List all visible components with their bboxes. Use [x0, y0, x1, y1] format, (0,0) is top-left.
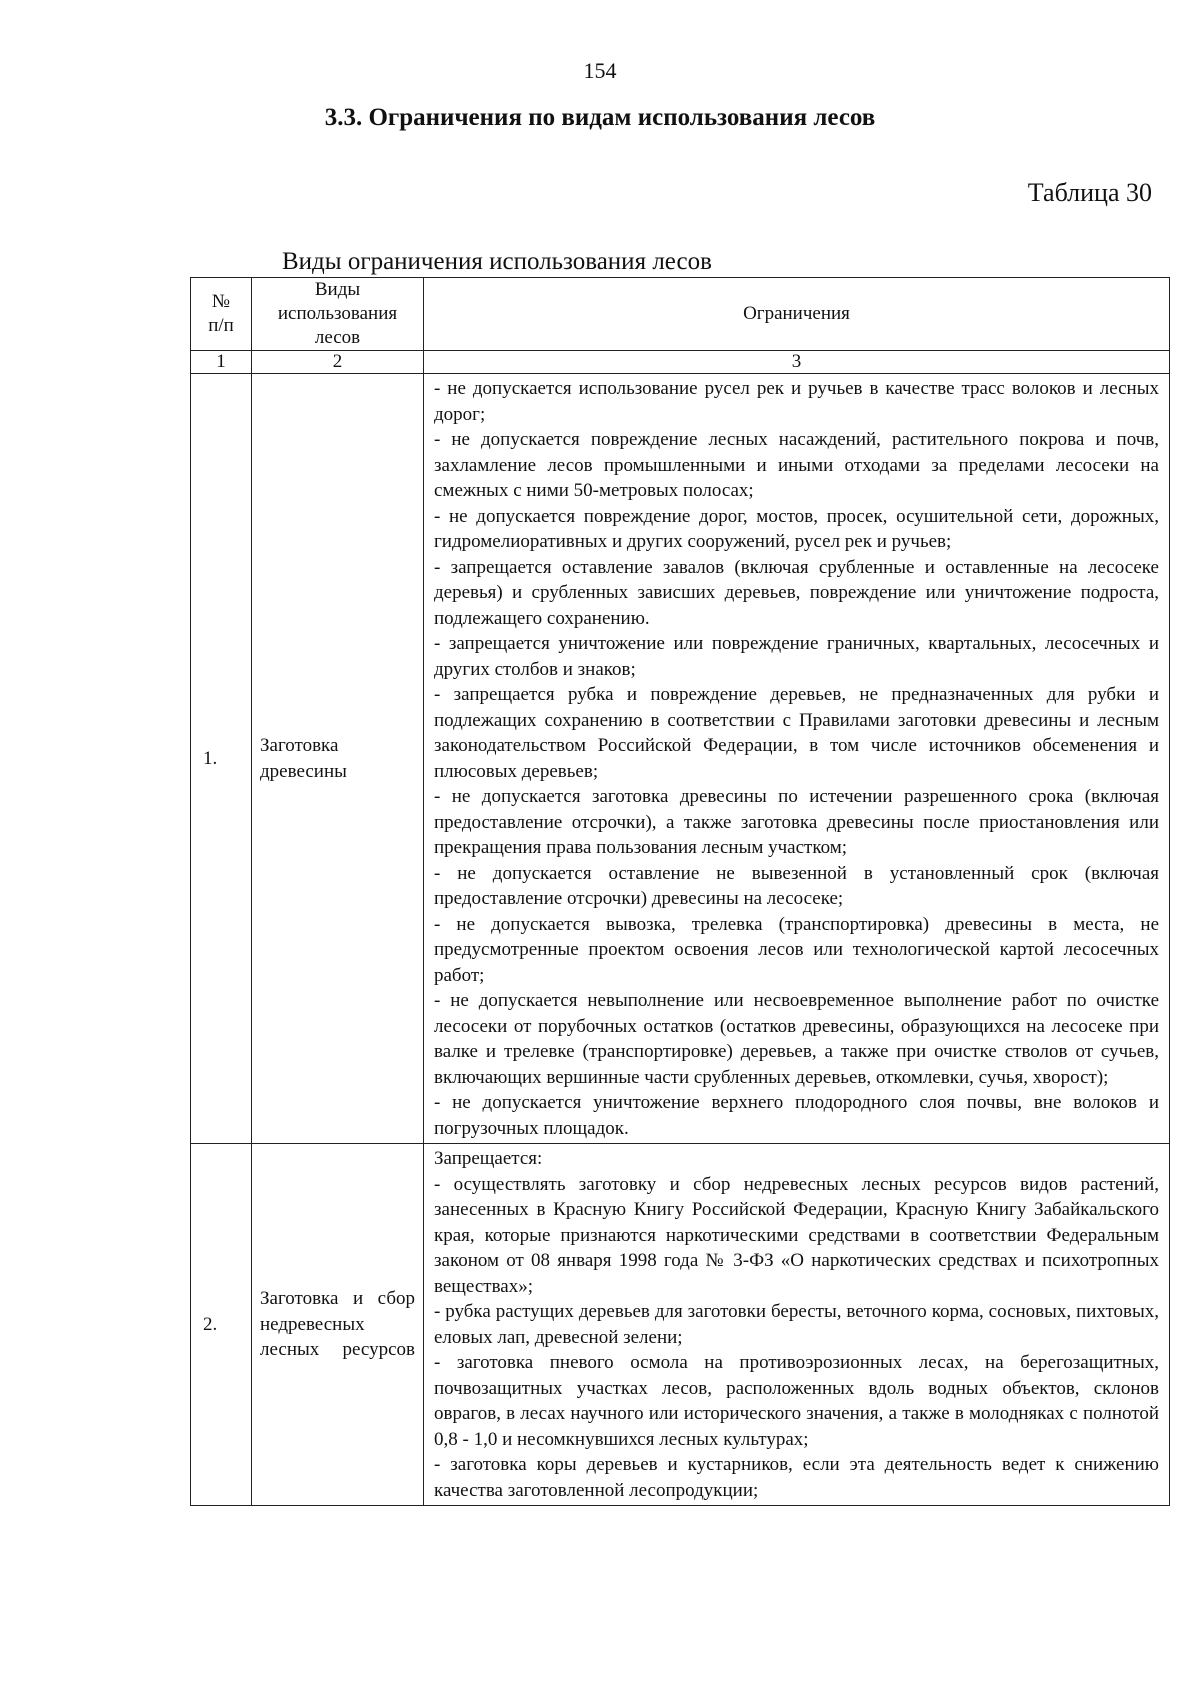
restriction-item: - не допускается невыполнение или несвоевременное выполнение работ по очистке лесосеки от порубочных остатков (остатков древесины, образующихся на лесосеке при валке и трелевке (транспортировке) деревьев, а также при очистке стволов от сучьев, включающих вершинные части срубленных деревьев, откомлевки, сучья, хворост); [434, 990, 1159, 1088]
header-restrictions: Ограничения [424, 278, 1170, 351]
row-usage-type: Заготовка и сбор недревесных лесных ресурсов [252, 1144, 424, 1506]
restriction-item: - не допускается уничтожение верхнего плодородного слоя почвы, вне волоков и погрузочных площадок. [434, 1092, 1159, 1139]
restriction-item: - запрещается оставление завалов (включая срубленные и оставленные на лесосеке деревья) и срубленных зависших деревьев, повреждение или уничтожение подроста, подлежащего сохранению. [434, 556, 1159, 629]
header-type-line: Виды [314, 279, 361, 300]
restriction-item: - осуществлять заготовку и сбор недревесных лесных ресурсов видов растений, занесенных в Красную Книгу Российской Федерации, Красную Книгу Забайкальского края, которые признаются наркотическими средствами в соответствии Федеральным законом от 08 января 1998 года № 3-ФЗ «О наркотических средствах и психотропных веществах»; [434, 1173, 1159, 1297]
usage-type-line: древесины [260, 760, 347, 782]
restriction-item: - не допускается оставление не вывезенной в установленный срок (включая предоставление отсрочки) древесины на лесосеке; [434, 862, 1159, 909]
table-caption: Виды ограничения использования лесов [282, 248, 712, 275]
table-row [191, 374, 1170, 1144]
column-number: 2 [252, 351, 424, 374]
header-type-line: использования [277, 303, 398, 324]
table-header-row [191, 278, 1170, 351]
column-number: 1 [191, 351, 252, 374]
table-row [191, 1144, 1170, 1506]
row-usage-type [252, 374, 424, 1144]
table-number: Таблица 30 [1027, 178, 1152, 207]
restriction-item: - рубка растущих деревьев для заготовки бересты, веточного корма, сосновых, пихтовых, еловых лап, древесной зелени; [434, 1301, 1159, 1348]
section-title: 3.3. Ограничения по видам использования лесов [324, 104, 876, 131]
restriction-item: - запрещается уничтожение или повреждение граничных, квартальных, лесосечных и других столбов и знаков; [434, 633, 1159, 680]
header-num [191, 278, 252, 351]
usage-type-line: Заготовка [260, 735, 339, 756]
page-number: 154 [583, 58, 617, 83]
restriction-item: - заготовка коры деревьев и кустарников, если эта деятельность ведет к снижению качества заготовленной лесопродукции; [434, 1454, 1159, 1501]
header-type-line: лесов [314, 327, 361, 348]
header-num-line: № [211, 291, 231, 312]
restriction-item: - не допускается использование русел рек и ручьев в качестве трасс волоков и лесных дорог; [434, 378, 1159, 425]
restriction-item: - не допускается повреждение дорог, мостов, просек, осушительной сети, дорожных, гидромелиоративных и других сооружений, русел рек и ручьев; [434, 505, 1159, 552]
column-number-row [191, 351, 1170, 374]
header-num-line: п/п [208, 315, 234, 336]
restriction-item: - не допускается вывозка, трелевка (транспортировка) древесины в места, не предусмотренные проектом освоения лесов или технологической картой лесосечных работ; [434, 913, 1159, 986]
row-number: 1. [191, 374, 252, 1144]
restriction-item: - не допускается заготовка древесины по истечении разрешенного срока (включая предоставление отсрочки), а также заготовка древесины после приостановления или прекращения права пользования лесным участком; [434, 786, 1159, 858]
row-restrictions [424, 374, 1170, 1144]
restriction-item: - запрещается рубка и повреждение деревьев, не предназначенных для рубки и подлежащих сохранению в соответствии с Правилами заготовки древесины и лесным законодательством Российской Федерации, в том числе источников обсеменения и плюсовых деревьев; [434, 684, 1159, 782]
row-number: 2. [191, 1144, 252, 1506]
column-number: 3 [424, 351, 1170, 374]
restriction-item: Запрещается: [434, 1148, 543, 1169]
restriction-item: - заготовка пневого осмола на противоэрозионных лесах, на берегозащитных, почвозащитных участках лесов, расположенных вдоль водных объектов, склонов оврагов, в лесах научного или исторического значения, а также в молодняках с полнотой 0,8 - 1,0 и несомкнувшихся лесных культурах; [434, 1352, 1159, 1450]
restriction-item: - не допускается повреждение лесных насаждений, растительного покрова и почв, захламление лесов промышленными и иными отходами за пределами лесосеки на смежных с ними 50-метровых полосах; [434, 429, 1159, 501]
header-type [252, 278, 424, 351]
restrictions-table [190, 277, 1170, 1506]
row-restrictions [424, 1144, 1170, 1506]
